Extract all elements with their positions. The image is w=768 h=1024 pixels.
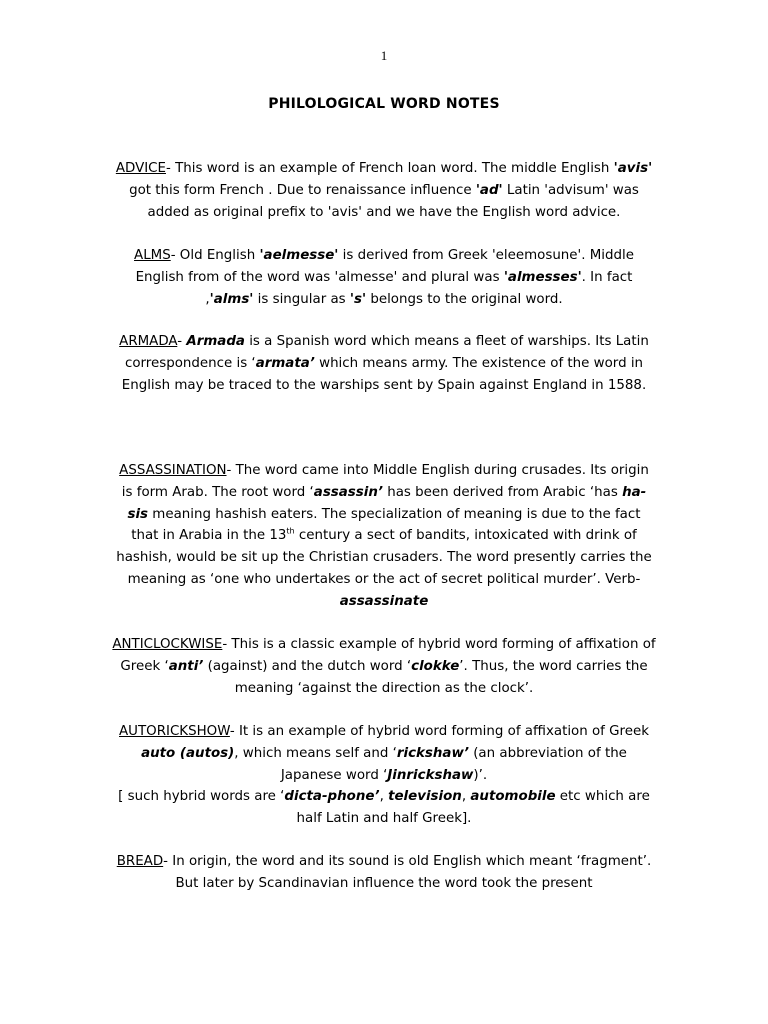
entry-text: , [379,789,389,805]
entry-alms [112,245,656,310]
entry-term: Armada [186,334,245,349]
entry-text: [ such hybrid words are ‘ [118,789,285,805]
entry-text: - The word came into Middle English during crusades. Its origin is form Arab. The root word ‘ [121,463,649,500]
entry-term: assassin’ [313,484,383,500]
entry-term: 'aelmesse' [259,248,339,263]
entry-text: , which means self and ‘ [234,745,397,761]
entry-heading: AUTORICKSHOW [119,724,230,739]
entry-text: (an abbreviation of the Japanese word ‘ [280,745,627,783]
entry-text: - This word is an example of French loan word. The middle English [165,161,614,176]
entry-text: belongs to the original word. [366,291,563,307]
entry-text: - This is a classic example of hybrid word forming of affixation of Greek ‘ [120,637,656,674]
entry-text: century a sect of bandits, intoxicated with drink of hashish, would be sit up the Christian crusaders. The word presently carries the meaning as ‘one who undertakes or the act of secret political murder’. Verb- [116,528,652,587]
entry-text: meaning hashish eaters. The specialization of meaning is due to the fact that in Arabia in the 13 [131,506,641,544]
entry-anticlockwise [112,634,656,699]
entry-term: armata’ [255,355,315,371]
entry-term: automobile [470,789,556,805]
entry-heading: BREAD [116,854,164,869]
page-title: PHILOLOGICAL WORD NOTES [268,96,500,112]
entry-advice [112,158,656,223]
entry-heading: ASSASSINATION [119,463,227,478]
entry-text: is a Spanish word which means a fleet of warships. Its Latin correspondence is ‘ [124,334,649,371]
superscript: th [286,526,295,536]
entry-heading: ARMADA [119,334,178,349]
entry-heading: ADVICE [115,161,166,176]
entry-text: is singular as [253,291,350,307]
entry-term: television [388,789,462,805]
entry-autorickshow [112,721,656,830]
entry-term: 'almesses' [503,269,582,285]
entry-term: rickshaw’ [396,745,469,761]
entry-text: is derived from Greek 'eleemosune'. Middle English from of the word was 'almesse' and plural was [135,248,634,285]
entry-term: auto (autos) [141,745,235,761]
entry-term: Jinrickshaw [387,767,474,783]
entry-term: ha-sis [127,484,647,522]
entry-text: (against) and the dutch word ‘ [203,658,412,674]
entry-armada [112,331,656,396]
entry-text: got this form French . Due to renaissance influence [129,182,476,198]
entry-text: . In fact , [205,269,633,307]
entry-term: 's' [349,291,367,307]
entry-text: ’. Thus, the word carries the meaning ‘against the direction as the clock’. [234,658,648,696]
entry-term: 'ad' [475,182,503,198]
entry-text: - [177,334,187,349]
entry-assassination [112,460,656,613]
entry-term: assassinate [339,593,429,609]
entry-bread [112,851,656,895]
entry-term: 'avis' [613,161,653,176]
entry-term: 'alms' [209,291,254,307]
entry-text: , [461,789,471,805]
entry-text: which means army. The existence of the word in English may be traced to the warships sent by Spain against England in 1588. [121,355,647,393]
entry-term: anti’ [168,658,204,674]
entry-text: has been derived from Arabic ‘has [382,484,623,500]
entry-heading: ANTICLOCKWISE [112,637,223,652]
entry-text: )’. [473,767,488,783]
entry-term: clokke [411,658,460,674]
entry-text: Latin 'advisum' was added as original prefix to 'avis' and we have the English word advice. [147,182,639,220]
entry-text: etc which are half Latin and half Greek]. [296,789,650,827]
entry-term: dicta-phone’ [284,789,380,805]
page-number: 1 [380,48,388,63]
entry-heading: ALMS [134,248,171,263]
entry-text: - Old English [170,248,260,263]
entry-text: - It is an example of hybrid word forming of affixation of Greek [229,724,649,739]
entry-text: - In origin, the word and its sound is old English which meant ‘fragment’. But later by Scandinavian influence the word took the present [163,854,652,891]
